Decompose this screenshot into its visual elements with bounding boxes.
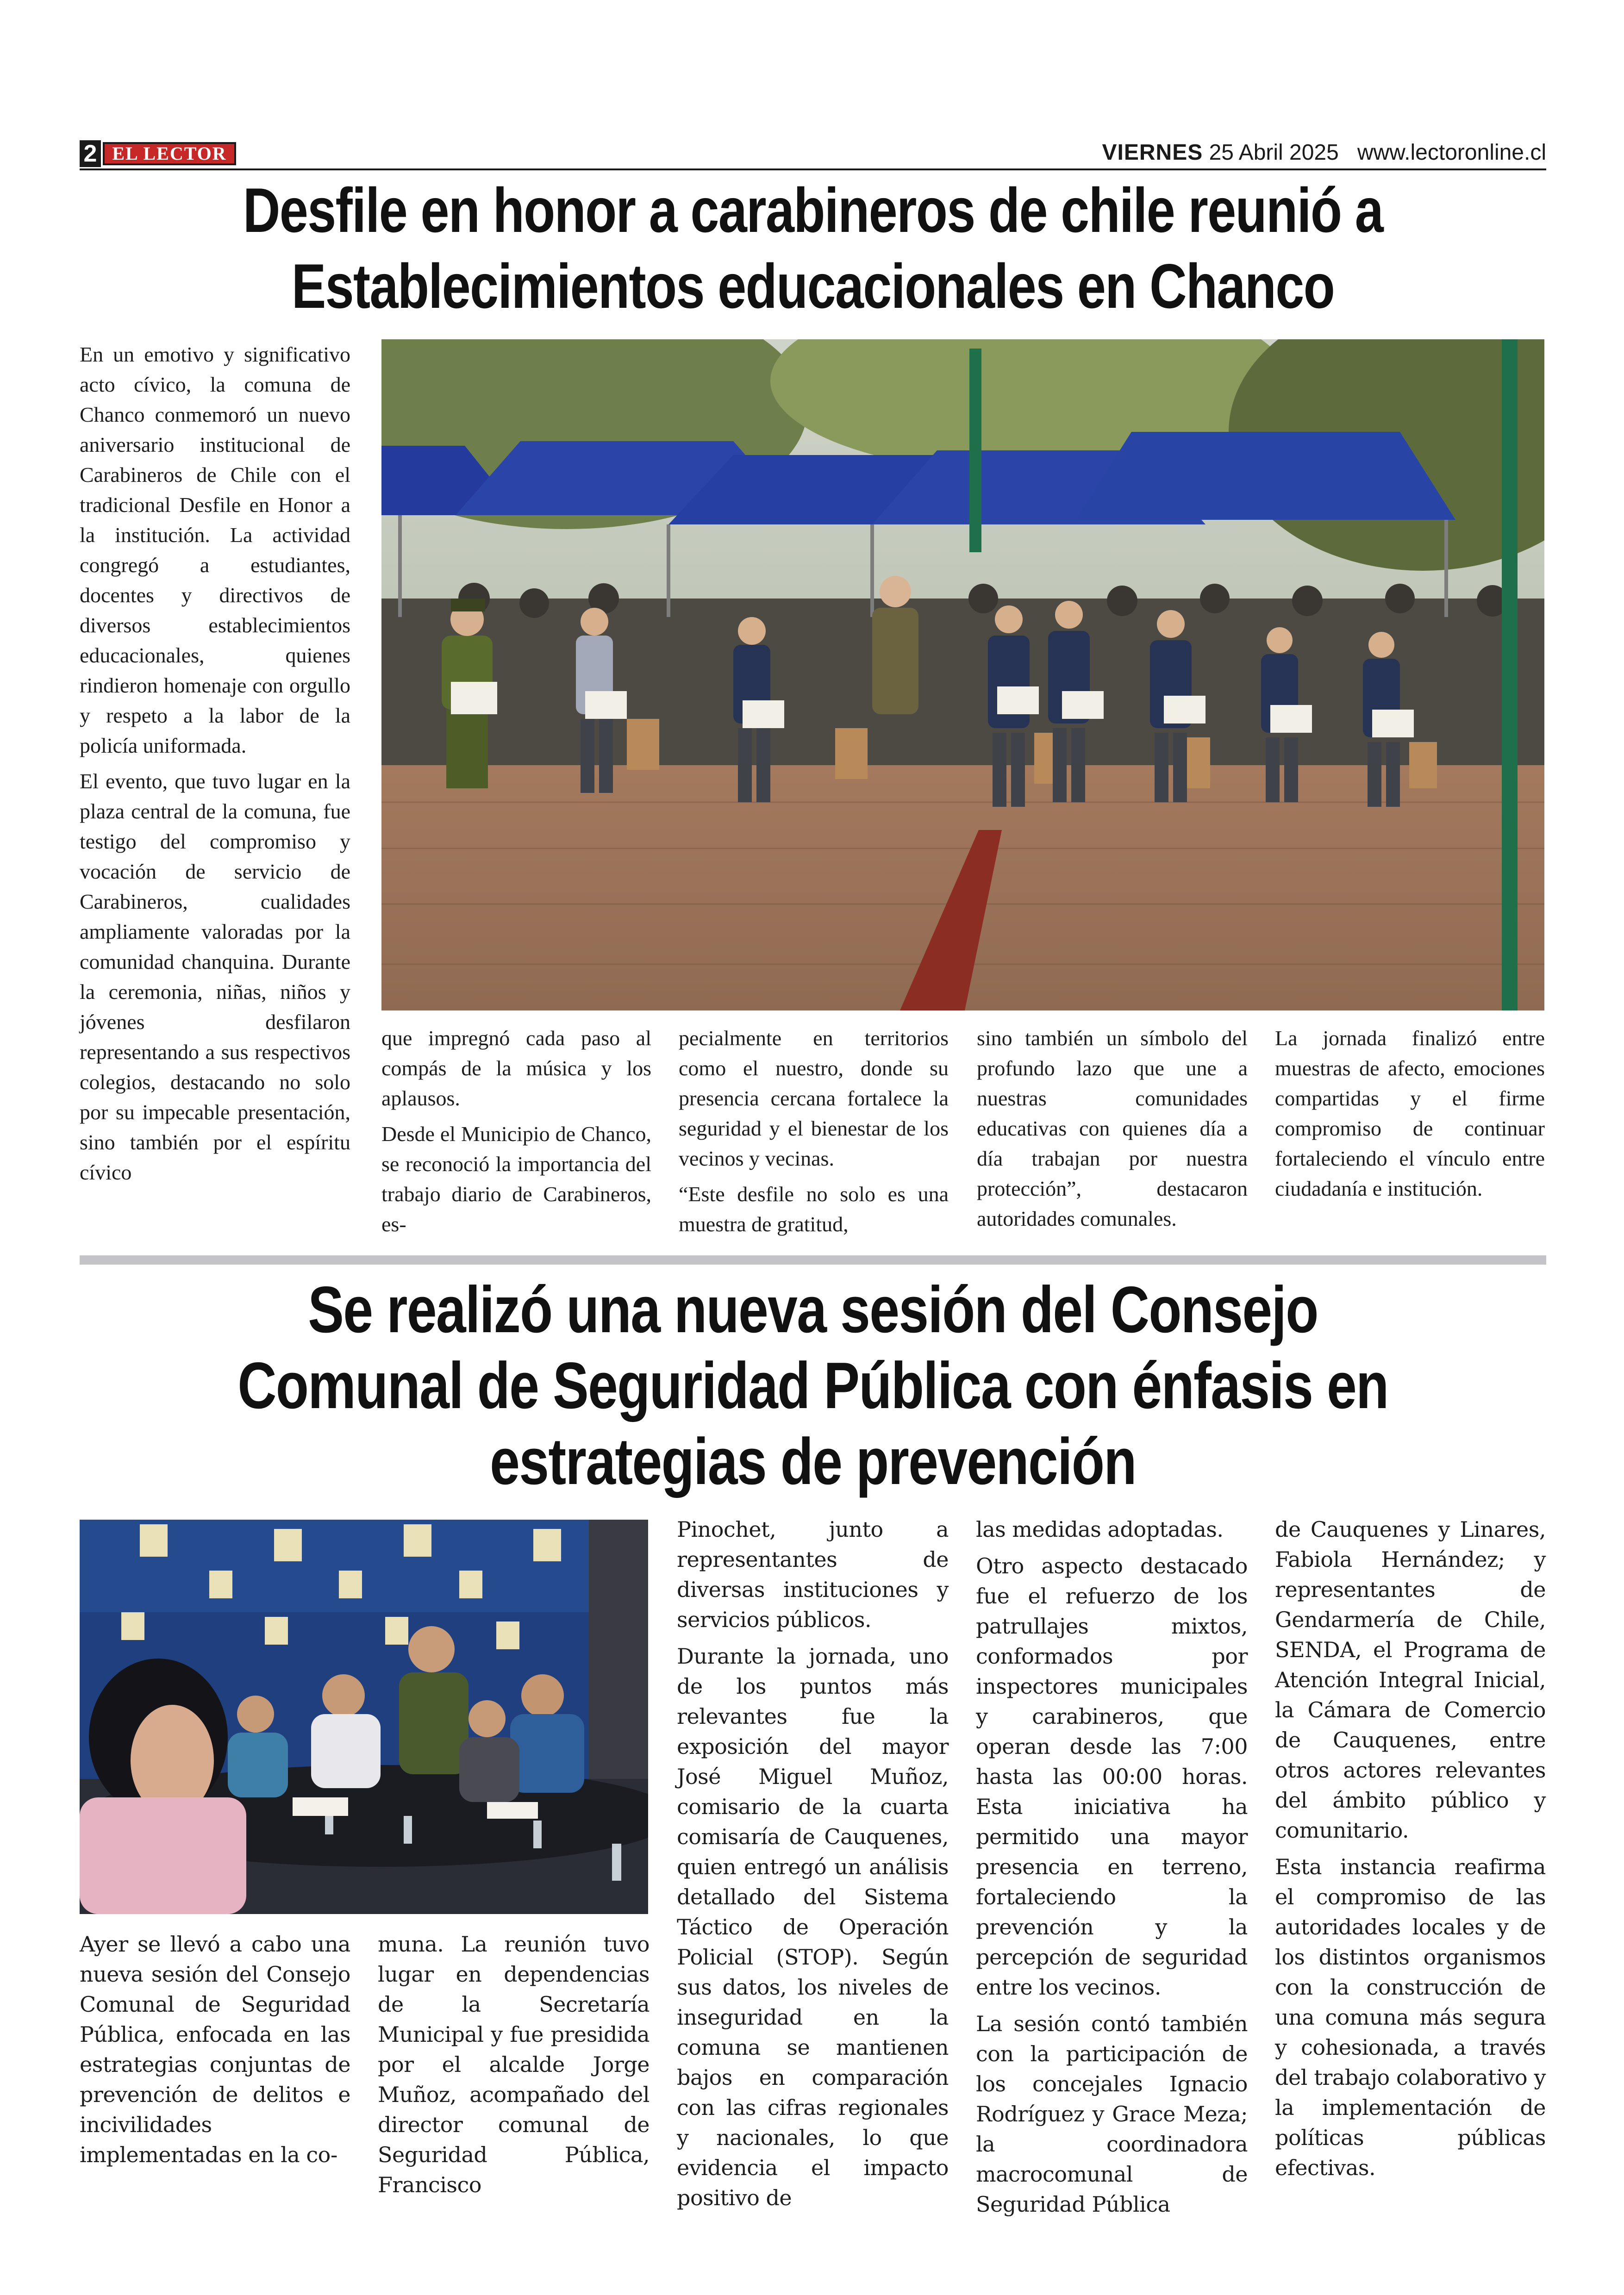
article2-column-1 bbox=[80, 1929, 350, 2177]
article2-column-3 bbox=[677, 1515, 949, 2220]
paragraph: de Cauquenes y Linares, Fabiola Hernández; y representantes de Gendarmería de Chile, SENDA, el Programa de Atención Integral Inicial, la Cámara de Comercio de Cauquenes, entre otros actores relevantes del ámbito público y comunitario. bbox=[1275, 1517, 1546, 1843]
paragraph: que impregnó cada paso al compás de la música y los aplausos. bbox=[381, 1026, 651, 1110]
paragraph: pecialmente en territorios como el nuestro, donde su presencia cercana fortalece la seguridad y el bienestar de los vecinos y vecinas. bbox=[679, 1026, 949, 1170]
article1-column-5 bbox=[1275, 1023, 1545, 1209]
paragraph: Otro aspecto destacado fue el refuerzo de los patrullajes mixtos, conformados por inspectores municipales y carabineros, que operan desde las 7:00 hasta las 00:00 horas. Esta iniciativa ha permitido una mayor presencia en terreno, fortaleciendo la prevención y la percepción de seguridad entre los vecinos. bbox=[976, 1553, 1248, 2000]
day-label: VIERNES bbox=[1102, 140, 1203, 165]
article1-headline: Desfile en honor a carabineros de chile reunió a Establecimientos educacionales en Chanco bbox=[243, 175, 1383, 321]
paragraph: Desde el Municipio de Chanco, se reconoció la importancia del trabajo diario de Carabineros, es- bbox=[381, 1122, 651, 1236]
paragraph: Esta instancia reafirma el compromiso de las autoridades locales y de los distintos organismos con la construcción de una comuna más segura y cohesionada, a través del trabajo colaborativo y la implementación de políticas públicas efectivas. bbox=[1275, 1854, 1546, 2180]
newspaper-logo[interactable]: EL LECTOR bbox=[103, 142, 236, 165]
paragraph: El evento, que tuvo lugar en la plaza central de la comuna, fue testigo del compromiso y vocación de servicio de Carabineros, cualidades ampliamente valoradas por la comunidad chanquina. Durante la ceremonia, niñas, niños y jóvenes desfilaron representando a sus respectivos colegios, destacando no solo por su impecable presentación, sino también por el espíritu cívico bbox=[80, 769, 350, 1184]
page-number: 2 bbox=[80, 140, 101, 167]
paragraph: La jornada finalizó entre muestras de afecto, emociones compartidas y el firme compromiso de continuar fortaleciendo el vínculo entre ciudadanía e institución. bbox=[1275, 1026, 1545, 1200]
section-divider bbox=[80, 1255, 1546, 1265]
parade-photo bbox=[381, 339, 1544, 1010]
paragraph: “Este desfile no solo es una muestra de gratitud, bbox=[679, 1182, 949, 1236]
article2-column-4 bbox=[976, 1515, 1248, 2226]
paragraph: las medidas adoptadas. bbox=[976, 1517, 1224, 1542]
article2-column-5 bbox=[1275, 1515, 1546, 2189]
article2-headline: Se realizó una nueva sesión del Consejo Comunal de Seguridad Pública con énfasis en estrategias de prevención bbox=[237, 1273, 1388, 1498]
article1-column-1 bbox=[80, 339, 350, 1193]
paragraph: muna. La reunión tuvo lugar en dependencias de la Secretaría Municipal y fue presidida por el alcalde Jorge Muñoz, acompañado del director comunal de Seguridad Pública, Francisco bbox=[378, 1932, 650, 2197]
paragraph: La sesión contó también con la participación de los concejales Ignacio Rodríguez y Grace Meza; la coordinadora macrocomunal de Seguridad Pública bbox=[976, 2011, 1248, 2217]
header-rule bbox=[80, 168, 1546, 170]
date-label: 25 Abril 2025 bbox=[1209, 140, 1339, 165]
paragraph: Durante la jornada, uno de los puntos más relevantes fue la exposición del mayor José Miguel Muñoz, comisario de la cuarta comisaría de Cauquenes, quien entregó un análisis detallado del Sistema Táctico de Operación Policial (STOP). Según sus datos, los niveles de inseguridad en la comuna se mantienen bajos en comparación con las cifras regionales y nacionales, lo que evidencia el impacto positivo de bbox=[677, 1644, 949, 2210]
article1-column-4 bbox=[977, 1023, 1248, 1239]
article1-column-3 bbox=[679, 1023, 949, 1245]
article2-column-2 bbox=[378, 1929, 650, 2207]
council-meeting-photo bbox=[80, 1520, 648, 1914]
paragraph: sino también un símbolo del profundo lazo que une a nuestras comunidades educativas con quienes día a día trabajan por nuestra protección”, destacaron autoridades comunales. bbox=[977, 1026, 1248, 1230]
paragraph: Pinochet, junto a representantes de diversas instituciones y servicios públicos. bbox=[677, 1517, 949, 1632]
article1-column-2 bbox=[381, 1023, 651, 1245]
dateline bbox=[1102, 139, 1546, 167]
paragraph: Ayer se llevó a cabo una nueva sesión del Consejo Comunal de Seguridad Pública, enfocada en las estrategias conjuntas de prevención de delitos e incivilidades implementadas en la co- bbox=[80, 1932, 350, 2167]
paragraph: En un emotivo y significativo acto cívico, la comuna de Chanco conmemoró un nuevo aniversario institucional de Carabineros de Chile con el tradicional Desfile en Honor a la institución. La actividad congregó a estudiantes, docentes y directivos de diversos establecimientos educacionales, quienes rindieron homenaje con orgullo y respeto a la labor de la policía uniformada. bbox=[80, 343, 350, 757]
website-link[interactable]: www.lectoronline.cl bbox=[1357, 140, 1546, 165]
